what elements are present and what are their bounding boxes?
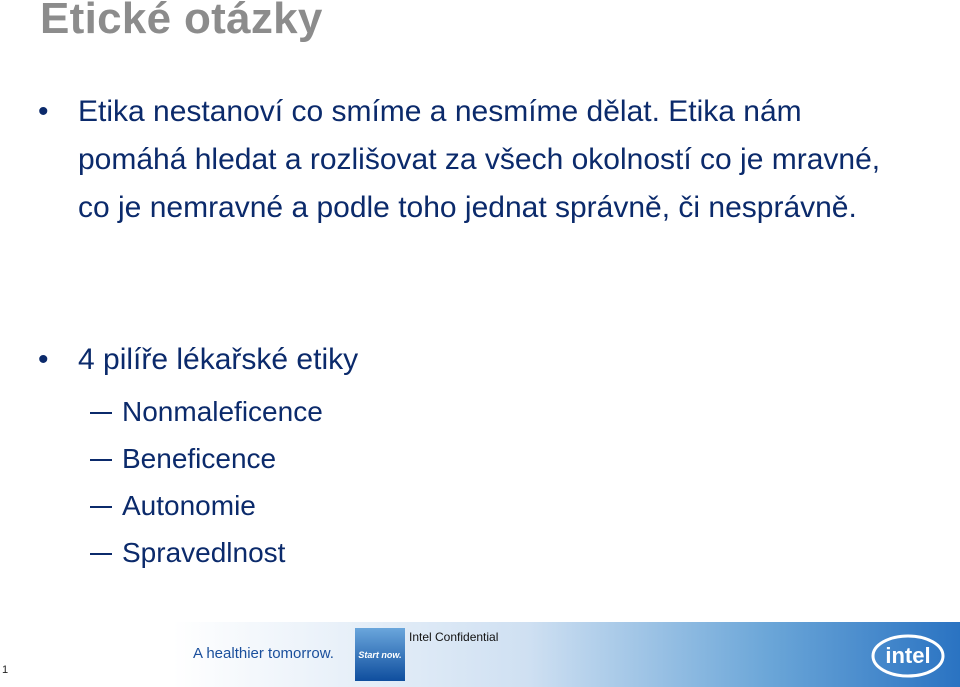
sub-item (90, 482, 323, 529)
dash-marker (90, 459, 112, 461)
sub-item (90, 388, 323, 435)
confidential-label: Intel Confidential (409, 630, 499, 644)
start-now-badge: Start now. (355, 628, 405, 681)
dash-marker (90, 506, 112, 508)
bullet-text: 4 pilíře lékařské etiky (78, 343, 359, 376)
sub-item-text: Nonmaleficence (122, 395, 323, 427)
bullet-item (38, 88, 898, 232)
bullet-marker (38, 336, 78, 384)
dash-marker (90, 412, 112, 414)
slide-title: Etické otázky (40, 0, 323, 43)
sub-item-text: Beneficence (122, 442, 277, 474)
bullet-text: Etika nestanoví co smíme a nesmíme dělat. Etika nám pomáhá hledat a rozlišovat za všech okolností co je mravné, co je nemravné a podle toho jednat správně, či nesprávně. (78, 95, 881, 224)
footer-tagline: A healthier tomorrow. (193, 645, 334, 662)
sub-list (90, 388, 323, 576)
bullet-marker (38, 88, 78, 232)
slide-number: 1 (2, 664, 9, 676)
sub-item (90, 435, 323, 482)
bullet-item (38, 336, 638, 384)
intel-logo-text: intel (885, 643, 931, 668)
sub-item-text: Autonomie (122, 489, 256, 521)
sub-item (90, 529, 323, 576)
sub-item-text: Spravedlnost (122, 536, 286, 568)
dash-marker (90, 553, 112, 555)
intel-logo-icon (870, 630, 946, 680)
